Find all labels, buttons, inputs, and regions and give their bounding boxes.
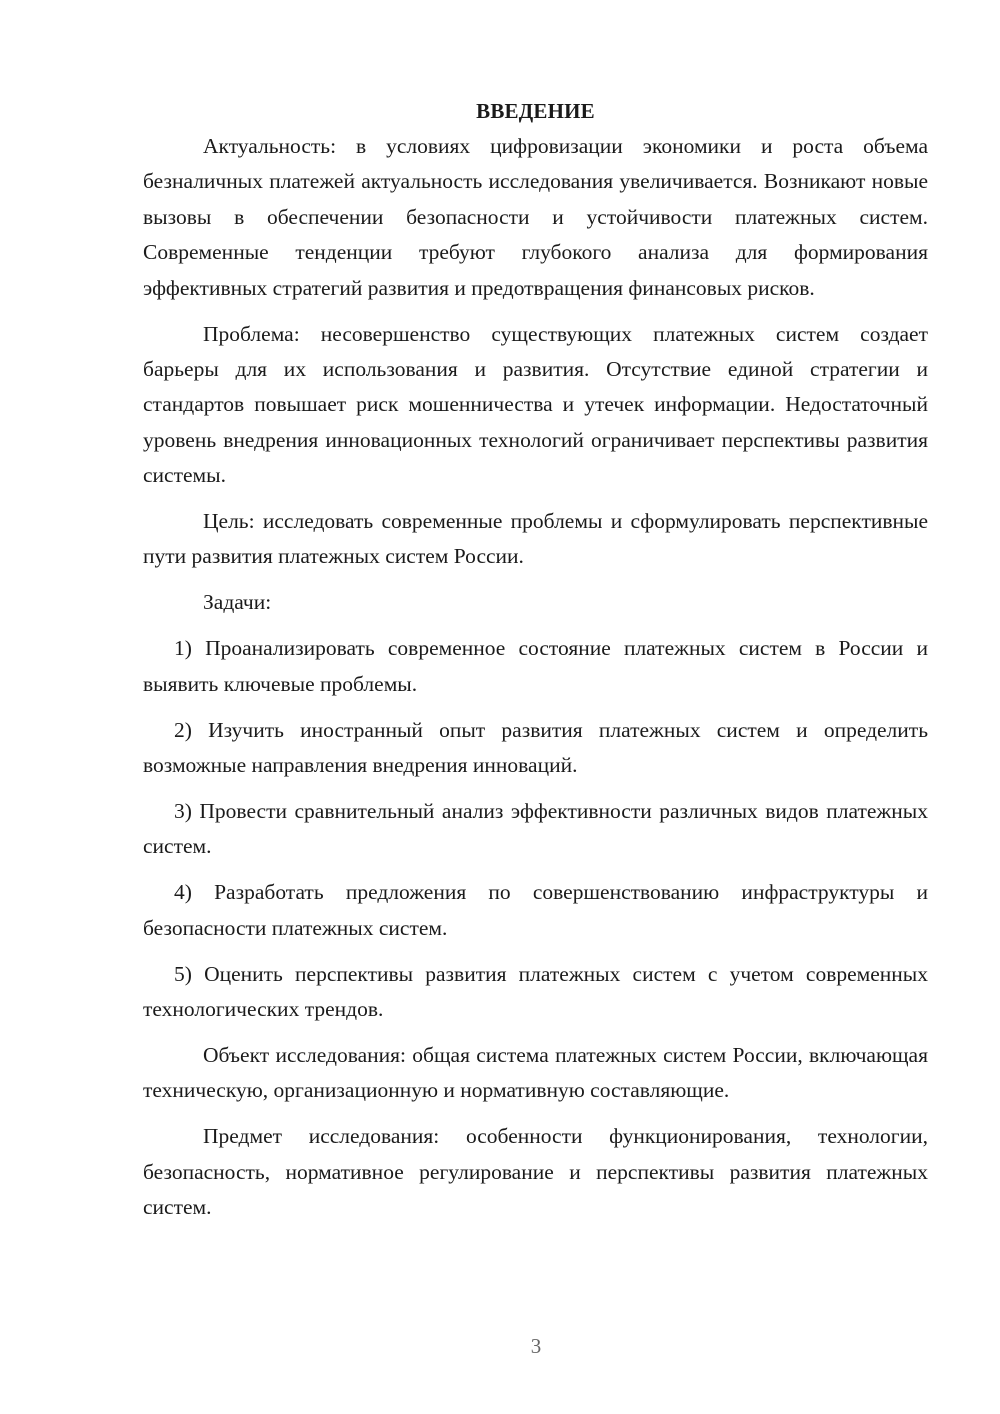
task-item-1: 1) Проанализировать современное состояние платежных систем в России и выявить ключевые проблемы.: [143, 636, 928, 696]
document-page: [143, 94, 928, 1236]
paragraph-subject: Предмет исследования: особенности функционирования, технологии, безопасность, нормативное регулирование и перспективы развития платежных систем.: [143, 1124, 928, 1219]
paragraph-goal: Цель: исследовать современные проблемы и сформулировать перспективные пути развития платежных систем России.: [143, 509, 928, 569]
task-item-3: 3) Провести сравнительный анализ эффективности различных видов платежных систем.: [143, 798, 928, 859]
task-item-2: 2) Изучить иностранный опыт развития платежных систем и определить возможные направления внедрения инноваций.: [143, 717, 928, 777]
tasks-label: Задачи:: [203, 590, 272, 615]
task-item-5: 5) Оценить перспективы развития платежных систем с учетом современных технологических трендов.: [143, 961, 928, 1021]
paragraph-problem: Проблема: несовершенство существующих платежных систем создает барьеры для их использования и развития. Отсутствие единой стратегии и стандартов повышает риск мошенничества и утечек информации. Недостаточный уровень внедрения инновационных технологий ограничивает перспективы развития системы.: [143, 321, 928, 488]
paragraph-object: Объект исследования: общая система платежных систем России, включающая техническую, организационную и нормативную составляющие.: [143, 1042, 928, 1103]
page-title: ВВЕДЕНИЕ: [476, 99, 595, 123]
page-number: 3: [530, 1334, 542, 1358]
task-item-4: 4) Разработать предложения по совершенствованию инфраструктуры и безопасности платежных систем.: [143, 880, 928, 940]
paragraph-relevance: Актуальность: в условиях цифровизации экономики и роста объема безналичных платежей актуальность исследования увеличивается. Возникают новые вызовы в обеспечении безопасности и устойчивости платежных систем. Современные тенденции требуют глубокого анализа для формирования эффективных стратегий развития и предотвращения финансовых рисков.: [143, 134, 928, 300]
